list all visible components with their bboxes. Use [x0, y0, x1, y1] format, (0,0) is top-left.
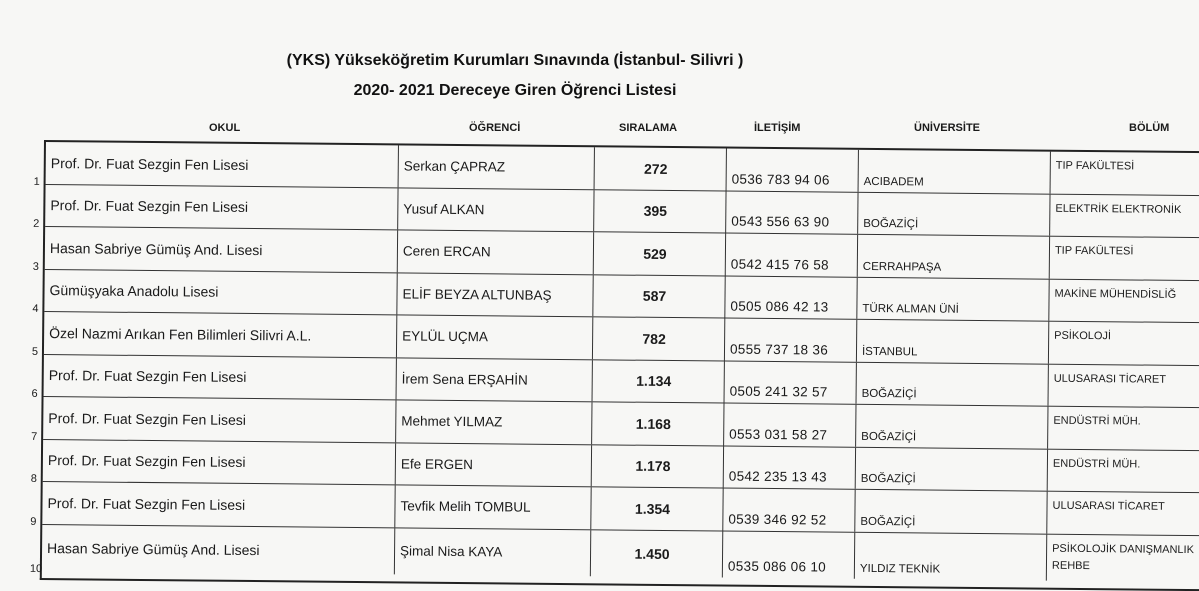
department-cell: TIP FAKÜLTESİ: [1049, 237, 1199, 280]
department-cell: MAKİNE MÜHENDİSLİĞ: [1048, 279, 1199, 322]
phone-cell: 0535 086 06 10: [722, 531, 856, 578]
student-cell: Şimal Nisa KAYA: [394, 528, 590, 576]
phone-cell: 0505 241 32 57: [724, 361, 858, 404]
department-cell: ELEKTRİK ELEKTRONİK: [1049, 194, 1199, 237]
rank-cell: 1.168: [591, 402, 714, 445]
school-cell: Prof. Dr. Fuat Sezgin Fen Lisesi: [50, 197, 249, 216]
row-number: 9: [30, 515, 37, 528]
header-iletisim: İLETİŞİM: [754, 122, 801, 134]
student-cell: İrem Sena ERŞAHİN: [396, 358, 592, 401]
row-number: 2: [33, 217, 40, 230]
phone-cell: 0536 783 94 06: [726, 149, 860, 192]
rank-cell: 395: [593, 190, 716, 233]
phone-cell: 0505 086 42 13: [724, 276, 858, 319]
rank-cell: 1.134: [592, 360, 715, 403]
university-cell: BOĞAZİÇİ: [857, 192, 1048, 235]
phone-cell: 0553 031 58 27: [723, 404, 857, 447]
university-cell: BOĞAZİÇİ: [854, 490, 1045, 533]
row-number: 8: [30, 472, 37, 485]
student-cell: Efe ERGEN: [395, 443, 591, 486]
student-cell: Serkan ÇAPRAZ: [398, 145, 594, 188]
document-subtitle: 2020- 2021 Dereceye Giren Öğrenci Listesi: [353, 82, 677, 99]
school-cell: Gümüşyaka Anadolu Lisesi: [49, 282, 219, 300]
school-cell: Özel Nazmi Arıkan Fen Bilimleri Silivri A.L.: [49, 324, 312, 344]
department-cell: PSİKOLOJİK DANIŞMANLIK REHBE: [1046, 534, 1199, 582]
row-number: 1: [33, 175, 40, 188]
row-number: 5: [31, 345, 39, 358]
rank-cell: 1.178: [591, 445, 714, 488]
university-cell: TÜRK ALMAN ÜNİ: [856, 277, 1047, 320]
rank-cell: 782: [592, 317, 715, 360]
university-cell: CERRAHPAŞA: [857, 235, 1048, 278]
rank-cell: 272: [594, 147, 717, 190]
header-siralama: SIRALAMA: [619, 122, 678, 134]
row-number: 3: [32, 260, 39, 273]
rank-cell: 529: [593, 232, 716, 275]
row-number: 4: [32, 302, 39, 315]
header-ogrenci: ÖĞRENCİ: [469, 122, 521, 134]
document-title: (YKS) Yükseköğretim Kurumları Sınavında (İstanbul- Silivri ): [286, 52, 744, 69]
phone-cell: 0539 346 92 52: [722, 489, 856, 532]
university-cell: İSTANBUL: [856, 320, 1047, 363]
school-cell: Prof. Dr. Fuat Sezgin Fen Lisesi: [48, 367, 247, 386]
department-cell: ENDÜSTRİ MÜH.: [1047, 407, 1199, 450]
school-cell: Prof. Dr. Fuat Sezgin Fen Lisesi: [50, 154, 249, 173]
table-header: [44, 118, 1194, 140]
school-cell: Hasan Sabriye Gümüş And. Lisesi: [49, 239, 263, 258]
student-cell: EYLÜL UÇMA: [396, 315, 592, 358]
table-row: [29, 525, 1199, 582]
school-cell: Prof. Dr. Fuat Sezgin Fen Lisesi: [48, 409, 247, 428]
header-bolum: BÖLÜM: [1129, 122, 1170, 134]
university-cell: BOĞAZİÇİ: [855, 447, 1046, 490]
department-cell: TIP FAKÜLTESİ: [1050, 152, 1199, 195]
student-cell: ELİF BEYZA ALTUNBAŞ: [396, 273, 592, 316]
university-cell: BOĞAZİÇİ: [856, 362, 1047, 405]
phone-cell: 0543 556 63 90: [725, 191, 859, 234]
rank-cell: 1.354: [590, 487, 713, 530]
school-cell: Prof. Dr. Fuat Sezgin Fen Lisesi: [47, 452, 246, 471]
student-cell: Yusuf ALKAN: [397, 188, 593, 231]
department-cell: ENDÜSTRİ MÜH.: [1047, 449, 1199, 492]
university-cell: ACIBADEM: [858, 150, 1049, 193]
phone-cell: 0542 415 76 58: [725, 234, 859, 277]
university-cell: YILDIZ TEKNİK: [854, 532, 1045, 580]
student-cell: Mehmet YILMAZ: [395, 400, 591, 443]
student-cell: Ceren ERCAN: [397, 230, 593, 273]
row-number: 10: [29, 562, 43, 575]
university-cell: BOĞAZİÇİ: [855, 405, 1046, 448]
department-cell: ULUSARASI TİCARET: [1046, 492, 1199, 535]
rank-cell: 1.450: [590, 530, 713, 577]
student-table: [29, 140, 1199, 591]
school-cell: Prof. Dr. Fuat Sezgin Fen Lisesi: [47, 494, 246, 513]
rank-cell: 587: [592, 275, 715, 318]
header-okul: OKUL: [209, 122, 241, 134]
row-number: 6: [31, 387, 38, 400]
header-universite: ÜNİVERSİTE: [914, 122, 981, 134]
phone-cell: 0555 737 18 36: [724, 319, 858, 362]
row-number: 7: [31, 430, 38, 443]
school-cell: Hasan Sabriye Gümüş And. Lisesi: [47, 539, 260, 558]
phone-cell: 0542 235 13 43: [723, 446, 857, 489]
department-cell: PSİKOLOJİ: [1048, 322, 1199, 365]
department-cell: ULUSARASI TİCARET: [1047, 364, 1199, 407]
student-cell: Tevfik Melih TOMBUL: [394, 485, 590, 528]
